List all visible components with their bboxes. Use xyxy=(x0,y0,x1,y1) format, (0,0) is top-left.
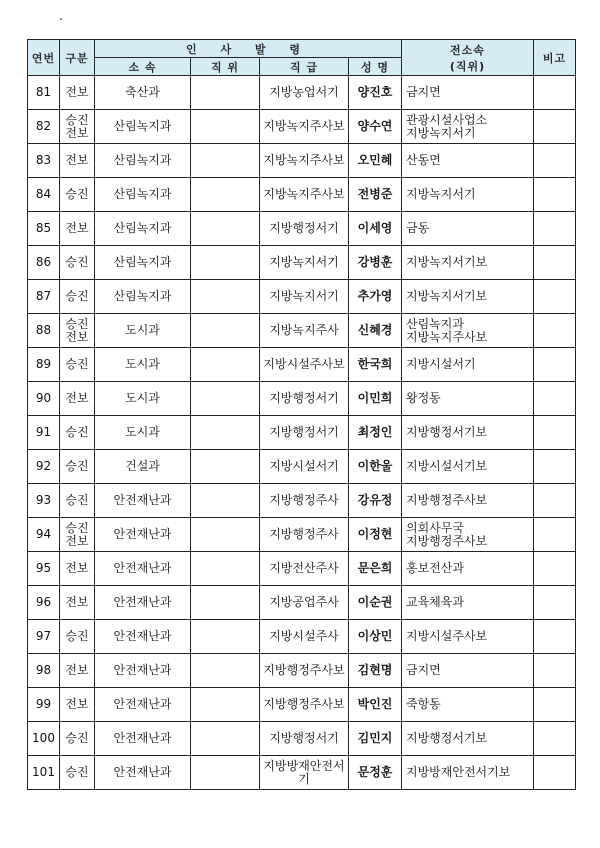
row-position xyxy=(191,722,260,756)
row-grade: 지방녹지주사보 xyxy=(260,144,349,178)
row-name: 박인진 xyxy=(349,688,402,722)
row-position xyxy=(191,688,260,722)
row-type xyxy=(60,416,95,450)
table-row xyxy=(28,688,576,722)
row-position xyxy=(191,382,260,416)
row-remark xyxy=(534,144,576,178)
row-number: 99 xyxy=(28,688,60,722)
row-type xyxy=(60,178,95,212)
row-position xyxy=(191,586,260,620)
row-grade: 지방전산주사 xyxy=(260,552,349,586)
row-remark xyxy=(534,518,576,552)
row-name: 전병준 xyxy=(349,178,402,212)
row-type xyxy=(60,654,95,688)
row-number: 88 xyxy=(28,314,60,348)
row-position xyxy=(191,348,260,382)
row-number: 100 xyxy=(28,722,60,756)
row-position xyxy=(191,178,260,212)
row-prev xyxy=(402,382,534,416)
row-name: 이세영 xyxy=(349,212,402,246)
row-grade: 지방시설서기 xyxy=(260,450,349,484)
row-position xyxy=(191,110,260,144)
row-number: 90 xyxy=(28,382,60,416)
row-name: 김민지 xyxy=(349,722,402,756)
row-prev-line: 죽항동 xyxy=(406,697,441,711)
row-type-line: 전보 xyxy=(65,221,89,235)
row-prev-line: 지방행정주사보 xyxy=(406,493,488,507)
table-row xyxy=(28,314,576,348)
header-prev xyxy=(402,40,534,76)
row-remark xyxy=(534,552,576,586)
row-remark xyxy=(534,722,576,756)
row-prev-line: 금지면 xyxy=(406,663,441,677)
row-prev xyxy=(402,518,534,552)
row-type xyxy=(60,382,95,416)
row-dept: 산림녹지과 xyxy=(95,110,191,144)
row-remark xyxy=(534,246,576,280)
row-prev-line: 지방녹지서기보 xyxy=(406,289,488,303)
row-prev-line: 교육체육과 xyxy=(406,595,464,609)
row-number: 84 xyxy=(28,178,60,212)
row-prev-line: 지방방재안전서기보 xyxy=(406,765,511,779)
row-type xyxy=(60,552,95,586)
table-row xyxy=(28,416,576,450)
row-prev xyxy=(402,450,534,484)
personnel-table xyxy=(27,39,576,790)
row-dept: 산림녹지과 xyxy=(95,144,191,178)
row-type-line: 전보 xyxy=(65,595,89,609)
row-grade: 지방녹지주사보 xyxy=(260,110,349,144)
row-grade: 지방행정주사 xyxy=(260,518,349,552)
row-prev-line: 지방행정주사보 xyxy=(406,533,488,548)
header-type: 구분 xyxy=(60,40,95,76)
row-type-line: 승진 xyxy=(65,425,89,439)
row-grade: 지방행정주사보 xyxy=(260,654,349,688)
row-prev xyxy=(402,688,534,722)
row-remark xyxy=(534,654,576,688)
row-name: 한국희 xyxy=(349,348,402,382)
row-remark xyxy=(534,620,576,654)
row-type xyxy=(60,246,95,280)
row-type xyxy=(60,620,95,654)
row-number: 83 xyxy=(28,144,60,178)
row-prev xyxy=(402,348,534,382)
table-row xyxy=(28,212,576,246)
table-row xyxy=(28,280,576,314)
row-type-line: 전보 xyxy=(65,391,89,405)
row-type-line: 승진 xyxy=(65,765,89,779)
row-dept: 도시과 xyxy=(95,382,191,416)
row-grade: 지방녹지주사보 xyxy=(260,178,349,212)
row-position xyxy=(191,756,260,790)
table-row xyxy=(28,144,576,178)
row-name: 양수연 xyxy=(349,110,402,144)
row-prev xyxy=(402,280,534,314)
row-dept: 도시과 xyxy=(95,348,191,382)
row-type-line: 승진 xyxy=(65,255,89,269)
row-position xyxy=(191,518,260,552)
header-appointment: 인 사 발 령 xyxy=(95,40,402,58)
row-type-line: 승진 xyxy=(65,459,89,473)
row-type-line: 전보 xyxy=(65,663,89,677)
row-grade: 지방녹지주사 xyxy=(260,314,349,348)
row-type xyxy=(60,756,95,790)
row-grade: 지방행정서기 xyxy=(260,722,349,756)
row-position xyxy=(191,416,260,450)
header-position: 직 위 xyxy=(191,58,260,76)
row-number: 98 xyxy=(28,654,60,688)
row-remark xyxy=(534,450,576,484)
table-row xyxy=(28,654,576,688)
row-dept: 산림녹지과 xyxy=(95,212,191,246)
row-position xyxy=(191,484,260,518)
row-prev-line: 관광시설사업소 xyxy=(406,112,488,127)
row-remark xyxy=(534,280,576,314)
row-prev xyxy=(402,654,534,688)
row-number: 92 xyxy=(28,450,60,484)
row-type xyxy=(60,722,95,756)
row-position xyxy=(191,280,260,314)
row-number: 86 xyxy=(28,246,60,280)
row-number: 93 xyxy=(28,484,60,518)
row-prev xyxy=(402,552,534,586)
row-remark xyxy=(534,178,576,212)
row-name: 최정인 xyxy=(349,416,402,450)
row-name: 이상민 xyxy=(349,620,402,654)
row-prev-line: 지방행정서기보 xyxy=(406,731,488,745)
header-prev-label: 전소속 xyxy=(450,43,485,57)
row-dept: 안전재난과 xyxy=(95,552,191,586)
row-type-line: 전보 xyxy=(65,329,89,344)
row-name: 이한울 xyxy=(349,450,402,484)
row-type xyxy=(60,76,95,110)
row-position xyxy=(191,450,260,484)
row-position xyxy=(191,314,260,348)
row-prev xyxy=(402,212,534,246)
row-type-line: 전보 xyxy=(65,125,89,140)
row-number: 97 xyxy=(28,620,60,654)
row-type xyxy=(60,518,95,552)
row-dept: 도시과 xyxy=(95,314,191,348)
row-dept: 안전재난과 xyxy=(95,484,191,518)
row-prev-line: 지방녹지서기보 xyxy=(406,255,488,269)
row-prev-line: 금동 xyxy=(406,221,430,235)
row-position xyxy=(191,144,260,178)
row-grade: 지방시설주사 xyxy=(260,620,349,654)
table-row xyxy=(28,110,576,144)
row-prev-line: 지방녹지서기 xyxy=(406,187,476,201)
row-remark xyxy=(534,314,576,348)
row-name: 오민혜 xyxy=(349,144,402,178)
row-remark xyxy=(534,688,576,722)
row-prev-line: 지방시설주사보 xyxy=(406,629,488,643)
row-dept: 안전재난과 xyxy=(95,620,191,654)
row-grade: 지방행정서기 xyxy=(260,416,349,450)
row-prev-line: 지방시설서기보 xyxy=(406,459,488,473)
row-grade: 지방시설주사보 xyxy=(260,348,349,382)
row-dept: 안전재난과 xyxy=(95,756,191,790)
row-remark xyxy=(534,484,576,518)
row-grade: 지방행정주사보 xyxy=(260,688,349,722)
row-type xyxy=(60,144,95,178)
row-prev-line: 지방녹지서기 xyxy=(406,125,476,140)
row-number: 85 xyxy=(28,212,60,246)
row-dept: 산림녹지과 xyxy=(95,178,191,212)
row-type-line: 승진 xyxy=(65,629,89,643)
table-row xyxy=(28,178,576,212)
row-prev xyxy=(402,722,534,756)
row-type-line: 전보 xyxy=(65,85,89,99)
row-number: 95 xyxy=(28,552,60,586)
header-grade: 직 급 xyxy=(260,58,349,76)
row-type xyxy=(60,348,95,382)
row-type xyxy=(60,280,95,314)
row-remark xyxy=(534,756,576,790)
table-row xyxy=(28,348,576,382)
table-row xyxy=(28,484,576,518)
table-row xyxy=(28,756,576,790)
row-type xyxy=(60,110,95,144)
row-prev xyxy=(402,586,534,620)
row-type xyxy=(60,688,95,722)
row-position xyxy=(191,552,260,586)
row-type-line: 승진 xyxy=(65,493,89,507)
table-row xyxy=(28,382,576,416)
row-dept: 축산과 xyxy=(95,76,191,110)
row-prev xyxy=(402,110,534,144)
row-type xyxy=(60,484,95,518)
row-type-line: 승진 xyxy=(65,112,89,127)
header-prev-sub: (직위) xyxy=(449,59,486,73)
row-dept: 도시과 xyxy=(95,416,191,450)
row-name: 양진호 xyxy=(349,76,402,110)
row-prev-line: 홍보전산과 xyxy=(406,561,464,575)
row-type-line: 승진 xyxy=(65,357,89,371)
row-grade: 지방행정서기 xyxy=(260,382,349,416)
row-prev xyxy=(402,484,534,518)
table-row xyxy=(28,518,576,552)
row-name: 신혜경 xyxy=(349,314,402,348)
row-remark xyxy=(534,382,576,416)
table-row xyxy=(28,552,576,586)
row-type-line: 승진 xyxy=(65,187,89,201)
row-dept: 안전재난과 xyxy=(95,654,191,688)
row-prev-line: 산림녹지과 xyxy=(406,316,464,331)
row-name: 강병훈 xyxy=(349,246,402,280)
row-type-line: 승진 xyxy=(65,316,89,331)
row-grade: 지방녹지서기 xyxy=(260,246,349,280)
row-number: 87 xyxy=(28,280,60,314)
row-grade: 지방행정서기 xyxy=(260,212,349,246)
row-grade: 지방행정주사 xyxy=(260,484,349,518)
row-name: 문은희 xyxy=(349,552,402,586)
row-prev-line: 지방시설서기 xyxy=(406,357,476,371)
row-grade: 지방농업서기 xyxy=(260,76,349,110)
row-type-line: 전보 xyxy=(65,153,89,167)
row-remark xyxy=(534,76,576,110)
row-dept: 산림녹지과 xyxy=(95,246,191,280)
row-type-line: 승진 xyxy=(65,731,89,745)
table-body xyxy=(28,76,576,790)
table-row xyxy=(28,450,576,484)
row-dept: 안전재난과 xyxy=(95,586,191,620)
row-number: 89 xyxy=(28,348,60,382)
table-row xyxy=(28,246,576,280)
header-remark: 비고 xyxy=(534,40,576,76)
row-remark xyxy=(534,416,576,450)
row-name: 이정현 xyxy=(349,518,402,552)
row-number: 96 xyxy=(28,586,60,620)
table-row xyxy=(28,722,576,756)
row-number: 81 xyxy=(28,76,60,110)
row-type-line: 전보 xyxy=(65,561,89,575)
row-name: 이순권 xyxy=(349,586,402,620)
row-type xyxy=(60,586,95,620)
row-name: 문정훈 xyxy=(349,756,402,790)
row-type-line: 승진 xyxy=(65,520,89,535)
row-position xyxy=(191,212,260,246)
table-row xyxy=(28,620,576,654)
row-prev xyxy=(402,246,534,280)
row-grade: 지방녹지서기 xyxy=(260,280,349,314)
row-type-line: 전보 xyxy=(65,697,89,711)
row-dept: 안전재난과 xyxy=(95,722,191,756)
row-prev-line: 의회사무국 xyxy=(406,520,464,535)
row-number: 91 xyxy=(28,416,60,450)
row-dept: 안전재난과 xyxy=(95,688,191,722)
row-number: 94 xyxy=(28,518,60,552)
row-prev xyxy=(402,416,534,450)
row-prev xyxy=(402,76,534,110)
row-prev-line: 금지면 xyxy=(406,85,441,99)
row-prev xyxy=(402,756,534,790)
table-header xyxy=(28,40,576,76)
row-dept: 건설과 xyxy=(95,450,191,484)
row-prev xyxy=(402,620,534,654)
row-type xyxy=(60,212,95,246)
header-no: 연번 xyxy=(28,40,60,76)
row-prev xyxy=(402,314,534,348)
row-name: 이민희 xyxy=(349,382,402,416)
row-remark xyxy=(534,348,576,382)
row-prev xyxy=(402,178,534,212)
header-dept: 소 속 xyxy=(95,58,191,76)
row-remark xyxy=(534,110,576,144)
row-position xyxy=(191,76,260,110)
row-remark xyxy=(534,212,576,246)
row-name: 추가영 xyxy=(349,280,402,314)
row-number: 101 xyxy=(28,756,60,790)
row-position xyxy=(191,246,260,280)
row-type xyxy=(60,450,95,484)
row-position xyxy=(191,620,260,654)
row-position xyxy=(191,654,260,688)
row-dept: 산림녹지과 xyxy=(95,280,191,314)
row-prev-line: 지방녹지주사보 xyxy=(406,329,488,344)
row-prev xyxy=(402,144,534,178)
row-name: 강유정 xyxy=(349,484,402,518)
row-grade: 지방방재안전서기 xyxy=(260,756,349,790)
table-row xyxy=(28,76,576,110)
row-prev-line: 지방행정서기보 xyxy=(406,425,488,439)
row-grade: 지방공업주사 xyxy=(260,586,349,620)
row-remark xyxy=(534,586,576,620)
row-name: 김현명 xyxy=(349,654,402,688)
row-dept: 안전재난과 xyxy=(95,518,191,552)
row-type-line: 전보 xyxy=(65,533,89,548)
header-name: 성 명 xyxy=(349,58,402,76)
row-type-line: 승진 xyxy=(65,289,89,303)
row-number: 82 xyxy=(28,110,60,144)
row-prev-line: 왕정동 xyxy=(406,391,441,405)
scan-speck xyxy=(60,18,62,20)
table-row xyxy=(28,586,576,620)
row-type xyxy=(60,314,95,348)
row-prev-line: 산동면 xyxy=(406,153,441,167)
